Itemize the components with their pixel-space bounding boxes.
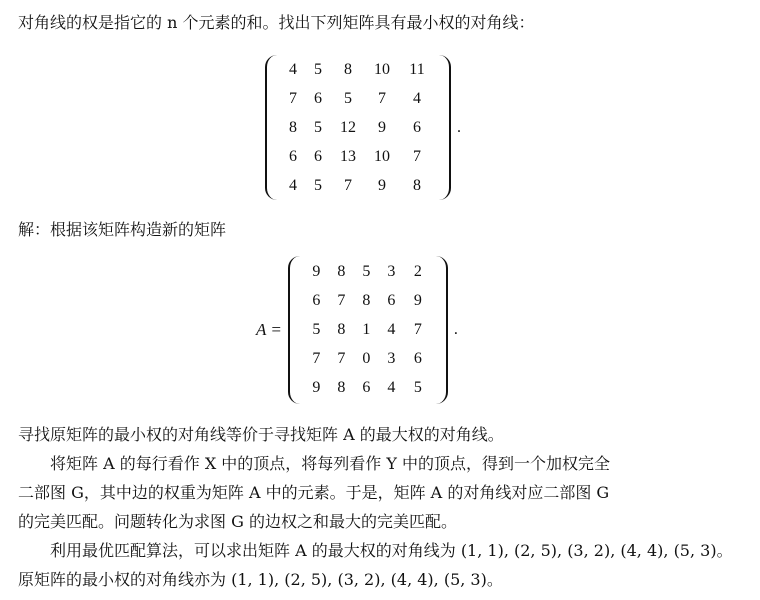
matrix-cell: 4 bbox=[289, 176, 297, 194]
right-paren bbox=[432, 256, 448, 404]
matrix-cell: 4 bbox=[387, 321, 396, 338]
matrix-cell: 9 bbox=[413, 292, 422, 309]
matrix-cell: 5 bbox=[314, 60, 322, 78]
matrix-cell: 8 bbox=[413, 176, 421, 194]
matrix-2-table bbox=[304, 258, 432, 403]
paragraph-line: 原矩阵的最小权的对角线亦为 (1, 1), (2, 5), (3, 2), (4, 4), (5, 3)。 bbox=[18, 570, 503, 589]
matrix-cell: 7 bbox=[413, 147, 421, 165]
matrix-cell: 4 bbox=[387, 379, 396, 396]
matrix-2-period: . bbox=[453, 321, 458, 338]
matrix-cell: 5 bbox=[344, 89, 352, 107]
matrix-cell: 5 bbox=[413, 379, 422, 396]
matrix-cell: 8 bbox=[289, 118, 297, 136]
matrix-cell: 7 bbox=[337, 292, 346, 309]
paragraph-line: 二部图 G，其中边的权重为矩阵 A 中的元素。于是，矩阵 A 的对角线对应二部图 G bbox=[18, 483, 610, 502]
matrix-cell: 6 bbox=[312, 292, 321, 309]
matrix-cell: 7 bbox=[289, 89, 297, 107]
matrix-cell: 8 bbox=[337, 263, 346, 280]
matrix-1 bbox=[265, 55, 461, 200]
matrix-cell: 13 bbox=[340, 147, 356, 165]
matrix-cell: 7 bbox=[337, 350, 346, 367]
solution-intro: 解：根据该矩阵构造新的矩阵 bbox=[18, 220, 227, 239]
matrix-cell: 5 bbox=[312, 321, 321, 338]
matrix-cell: 11 bbox=[409, 60, 425, 78]
matrix-1-table bbox=[281, 55, 435, 200]
matrix-cell: 6 bbox=[413, 350, 422, 367]
matrix-cell: 8 bbox=[337, 321, 346, 338]
matrix-row bbox=[304, 258, 432, 287]
matrix-row bbox=[281, 142, 435, 171]
matrix-cell: 7 bbox=[413, 321, 422, 338]
paragraph-line: 将矩阵 A 的每行看作 X 中的顶点，将每列看作 Y 中的顶点，得到一个加权完全 bbox=[50, 454, 611, 473]
matrix-cell: 6 bbox=[387, 292, 396, 309]
matrix-row bbox=[281, 84, 435, 113]
matrix-row bbox=[304, 374, 432, 403]
matrix-cell: 8 bbox=[362, 292, 371, 309]
matrix-cell: 9 bbox=[312, 263, 321, 280]
matrix-cell: 7 bbox=[312, 350, 321, 367]
paragraph-line: 的完美匹配。问题转化为求图 G 的边权之和最大的完美匹配。 bbox=[18, 512, 457, 531]
matrix-cell: 1 bbox=[362, 321, 371, 338]
matrix-cell: 4 bbox=[289, 60, 297, 78]
matrix-cell: 5 bbox=[314, 176, 322, 194]
matrix-row bbox=[281, 113, 435, 142]
matrix-cell: 6 bbox=[362, 379, 371, 396]
problem-statement: 对角线的权是指它的 n 个元素的和。找出下列矩阵具有最小权的对角线： bbox=[18, 13, 535, 32]
matrix-row bbox=[304, 345, 432, 374]
matrix-cell: 4 bbox=[413, 89, 421, 107]
matrix-cell: 12 bbox=[340, 118, 356, 136]
matrix-cell: 8 bbox=[337, 379, 346, 396]
matrix-cell: 3 bbox=[387, 263, 396, 280]
matrix-cell: 6 bbox=[413, 118, 421, 136]
matrix-2-label: A = bbox=[256, 320, 282, 339]
right-paren bbox=[435, 55, 451, 200]
matrix-cell: 2 bbox=[413, 263, 422, 280]
matrix-cell: 9 bbox=[378, 118, 386, 136]
matrix-cell: 10 bbox=[374, 60, 390, 78]
paragraph-line: 寻找原矩阵的最小权的对角线等价于寻找矩阵 A 的最大权的对角线。 bbox=[18, 425, 504, 444]
matrix-cell: 7 bbox=[344, 176, 352, 194]
matrix-cell: 10 bbox=[374, 147, 390, 165]
matrix-row bbox=[281, 55, 435, 84]
matrix-cell: 9 bbox=[378, 176, 386, 194]
matrix-cell: 9 bbox=[312, 379, 321, 396]
matrix-cell: 0 bbox=[362, 350, 371, 367]
matrix-cell: 6 bbox=[314, 89, 322, 107]
matrix-cell: 3 bbox=[387, 350, 396, 367]
matrix-cell: 6 bbox=[314, 147, 322, 165]
matrix-row bbox=[304, 287, 432, 316]
matrix-cell: 5 bbox=[314, 118, 322, 136]
matrix-row bbox=[281, 171, 435, 200]
matrix-2 bbox=[256, 256, 458, 404]
matrix-1-period: . bbox=[457, 118, 461, 136]
matrix-cell: 8 bbox=[344, 60, 352, 78]
left-paren bbox=[288, 256, 304, 404]
paragraph-line: 利用最优匹配算法，可以求出矩阵 A 的最大权的对角线为 (1, 1), (2, 5), (3, 2), (4, 4), (5, 3)。 bbox=[50, 541, 733, 560]
matrix-row bbox=[304, 316, 432, 345]
matrix-cell: 7 bbox=[378, 89, 386, 107]
left-paren bbox=[265, 55, 281, 200]
matrix-cell: 5 bbox=[362, 263, 371, 280]
matrix-cell: 6 bbox=[289, 147, 297, 165]
